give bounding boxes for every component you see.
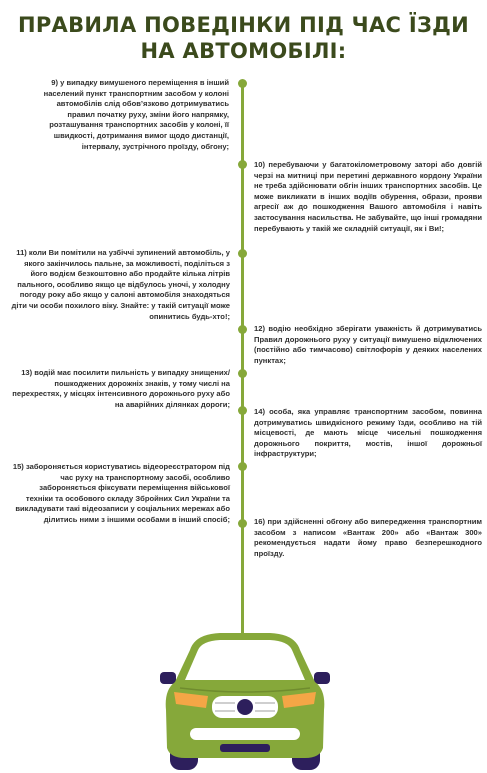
title-line-2: НА АВТОМОБІЛІ: — [140, 39, 347, 63]
timeline-dot — [238, 160, 247, 169]
page-title — [0, 12, 487, 64]
timeline-dot — [238, 369, 247, 378]
timeline-dot — [238, 406, 247, 415]
title-line-1: ПРАВИЛА ПОВЕДІНКИ ПІД ЧАС ЇЗДИ — [17, 13, 470, 37]
timeline-dot — [238, 79, 247, 88]
rule-13: 13) водій має посилити пильність у випадку знищених/пошкоджених дорожніх знаків, у тому числі на перехрестях, у місцях інтенсивного дорожнього руху або на аварійних ділянках дороги; — [12, 368, 230, 409]
rule-14: 14) особа, яка управляє транспортним засобом, повинна дотримуватись швидкісного режиму їзди, особливо на тій місцевості, де мають місце чисельні пошкодження дорожнього покриття, мостів, іншої дорожньої інфраструктури; — [254, 407, 482, 459]
car-front-icon — [160, 630, 330, 773]
rule-9: 9) у випадку вимушеного переміщення в інший населений пункт транспортним засобом у колоні автомобілів слід обов’язково дотримуватись правил початку руху, зміни його напрямку, розташування транспортних засобів у колоні, її швидкості, дотримання вимог щодо дистанції, інтервалу, зустрічного проїзду, обгону; — [43, 78, 229, 151]
rule-10: 10) перебуваючи у багатокілометровому заторі або довгій черзі на митниці при перетині державного кордону України не треба здійснювати обгін інших транспортних засобів. Це може викликати в інших водіїв обурення, образи, прояви агресії аж до пошкодження Вашого автомобіля і навіть застосування насильства. Не забувайте, що інші громадяни перебувають у такій же складній ситуації, як і Ви!; — [254, 160, 482, 233]
rule-11: 11) коли Ви помітили на узбіччі зупинений автомобіль, у якого закінчилось пальне, за можливості, поділіться з його водієм безкоштовно або продайте кілька літрів пального, особливо якщо це відбулось уночі, у холодну погоду року або якщо у салоні автомобіля знаходяться діти чи особи похилого віку. Знайте: у такій ситуації може опинитись будь-хто!; — [11, 248, 230, 321]
timeline-dot — [238, 519, 247, 528]
timeline-dot — [238, 462, 247, 471]
rule-16: 16) при здійсненні обгону або випередження транспортним засобом з написом «Вантаж 200» або «Вантаж 300» рекомендується надати йому право безперешкодного проїзду. — [254, 517, 482, 558]
rule-15: 15) забороняється користуватись відеореєстратором під час руху на транспортному засобі, особливо забороняється фіксувати переміщення військової техніки та особового складу Збройних Сил України та викладувати такі відеозаписи у соціальних мережах або ділитись ними з іншими особами в інший спосіб; — [12, 462, 230, 524]
timeline-dot — [238, 325, 247, 334]
rule-12: 12) водію необхідно зберігати уважність й дотримуватись Правил дорожнього руху у ситуації вимушено відключених (постійно або тимчасово) світлофорів у деяких населених пунктах; — [254, 324, 482, 365]
timeline-dot — [238, 249, 247, 258]
